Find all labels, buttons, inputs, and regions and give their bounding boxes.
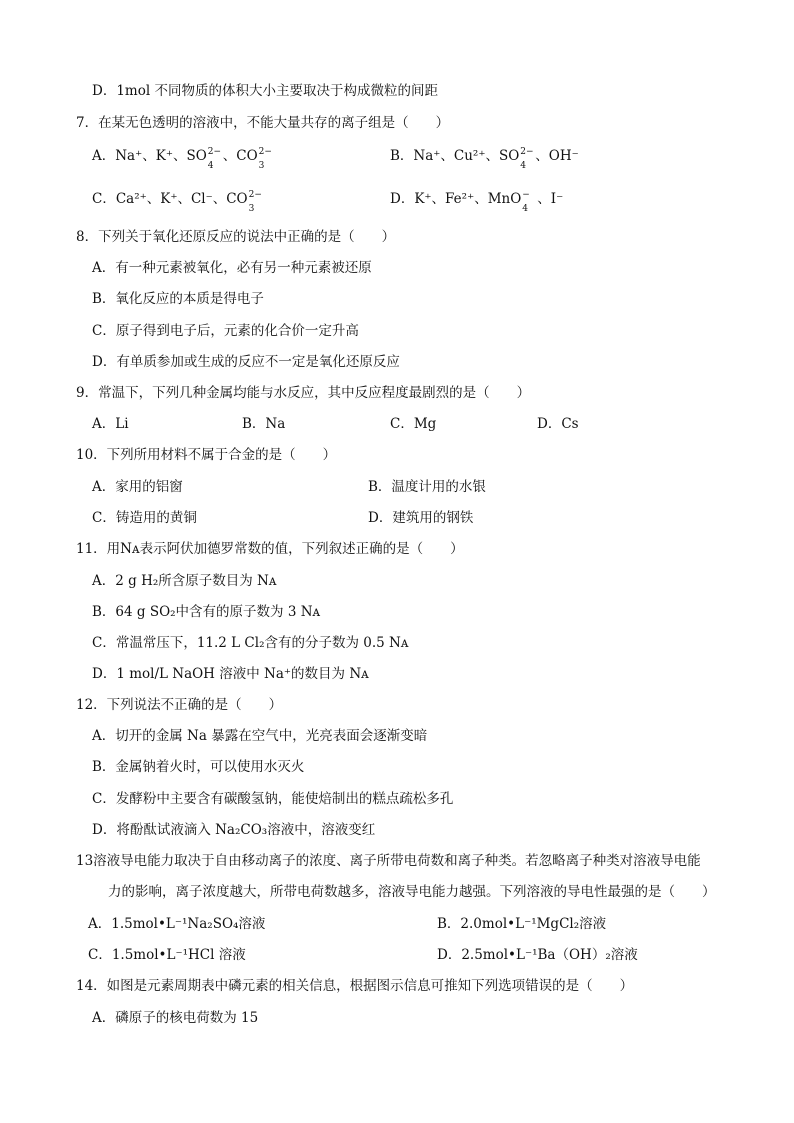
- q10-option-d: D．建筑用的钢铁: [368, 510, 474, 526]
- q7a-text: A．Na⁺、K⁺、SO: [92, 148, 207, 164]
- q12-option-c: C．发酵粉中主要含有碳酸氢钠，能使焙制出的糕点疏松多孔: [92, 791, 454, 807]
- q12-stem: 12．下列说法不正确的是（ ）: [76, 697, 283, 713]
- q11-option-a: A．2 g H₂所含原子数目为 Nᴀ: [92, 573, 277, 589]
- q7b-so4-charge: 2− 4: [520, 146, 534, 171]
- q11-option-d: D．1 mol/L NaOH 溶液中 Na⁺的数目为 Nᴀ: [92, 666, 369, 682]
- q7a-so4-charge: 2− 4: [207, 146, 222, 171]
- q14-option-a: A．磷原子的核电荷数为 15: [92, 1010, 259, 1026]
- q9-option-a: A．Li: [92, 416, 129, 432]
- q7-stem: 7．在某无色透明的溶液中，不能大量共存的离子组是（ ）: [76, 115, 450, 131]
- q12-option-b: B．金属钠着火时，可以使用水灭火: [92, 759, 305, 775]
- q7a-text-co: 、CO: [222, 148, 258, 164]
- q7c-co3-charge: 2− 3: [248, 189, 262, 214]
- q10-stem: 10．下列所用材料不属于合金的是（ ）: [76, 447, 337, 463]
- q7-option-c: [92, 189, 264, 214]
- q7d-text-i: 、I⁻: [537, 191, 564, 207]
- q11-option-b: B．64 g SO₂中含有的原子数为 3 Nᴀ: [92, 604, 321, 620]
- q8-stem: 8．下列关于氧化还原反应的说法中正确的是（ ）: [76, 229, 396, 245]
- q7b-text-oh: 、OH⁻: [535, 148, 579, 164]
- q7c-text: C．Ca²⁺、K⁺、Cl⁻、CO: [92, 191, 248, 207]
- q13-option-a: A．1.5mol•L⁻¹Na₂SO₄溶液: [88, 916, 266, 932]
- q6-option-d: D．1mol 不同物质的体积大小主要取决于构成微粒的间距: [92, 83, 438, 99]
- q7d-text: D．K⁺、Fe²⁺、MnO: [390, 191, 522, 207]
- q13-stem-line2: 力的影响，离子浓度越大，所带电荷数越多，溶液导电能力越强。下列溶液的导电性最强的是（ ）: [108, 884, 716, 900]
- q13-option-b: B．2.0mol•L⁻¹MgCl₂溶液: [437, 916, 607, 932]
- q10-option-c: C．铸造用的黄铜: [92, 510, 197, 526]
- q8-option-d: D．有单质参加或生成的反应不一定是氧化还原反应: [92, 354, 400, 370]
- q14-stem: 14．如图是元素周期表中磷元素的相关信息，根据图示信息可推知下列选项错误的是（ ）: [76, 978, 634, 994]
- q9-stem: 9．常温下，下列几种金属均能与水反应，其中反应程度最剧烈的是（ ）: [76, 385, 531, 401]
- q11-stem: 11．用Nᴀ表示阿伏加德罗常数的值，下列叙述正确的是（ ）: [76, 541, 464, 557]
- q8-option-a: A．有一种元素被氧化，必有另一种元素被还原: [92, 260, 372, 276]
- q7d-mno4-charge: − 4: [522, 189, 530, 214]
- q12-option-a: A．切开的金属 Na 暴露在空气中，光亮表面会逐渐变暗: [92, 728, 428, 744]
- q7-option-d: [390, 189, 564, 214]
- q7b-text: B．Na⁺、Cu²⁺、SO: [390, 148, 520, 164]
- q13-option-c: C．1.5mol•L⁻¹HCl 溶液: [88, 947, 246, 963]
- q10-option-a: A．家用的铝窗: [92, 479, 183, 495]
- q8-option-c: C．原子得到电子后，元素的化合价一定升高: [92, 323, 359, 339]
- q9-option-d: D．Cs: [537, 416, 579, 432]
- q10-option-b: B．温度计用的水银: [368, 479, 486, 495]
- q11-option-c: C．常温常压下，11.2 L Cl₂含有的分子数为 0.5 Nᴀ: [92, 635, 409, 651]
- q13-stem-line1: 13溶液导电能力取决于自由移动离子的浓度、离子所带电荷数和离子种类。若忽略离子种类对溶液导电能: [76, 853, 701, 869]
- q7-option-a: [92, 146, 274, 171]
- q8-option-b: B．氧化反应的本质是得电子: [92, 291, 264, 307]
- q13-option-d: D．2.5mol•L⁻¹Ba（OH）₂溶液: [437, 947, 638, 963]
- q7-option-b: [390, 146, 579, 171]
- q9-option-b: B．Na: [242, 416, 286, 432]
- q9-option-c: C．Mg: [390, 416, 437, 432]
- q12-option-d: D．将酚酞试液滴入 Na₂CO₃溶液中，溶液变红: [92, 822, 376, 838]
- q7a-co3-charge: 2− 3: [258, 146, 272, 171]
